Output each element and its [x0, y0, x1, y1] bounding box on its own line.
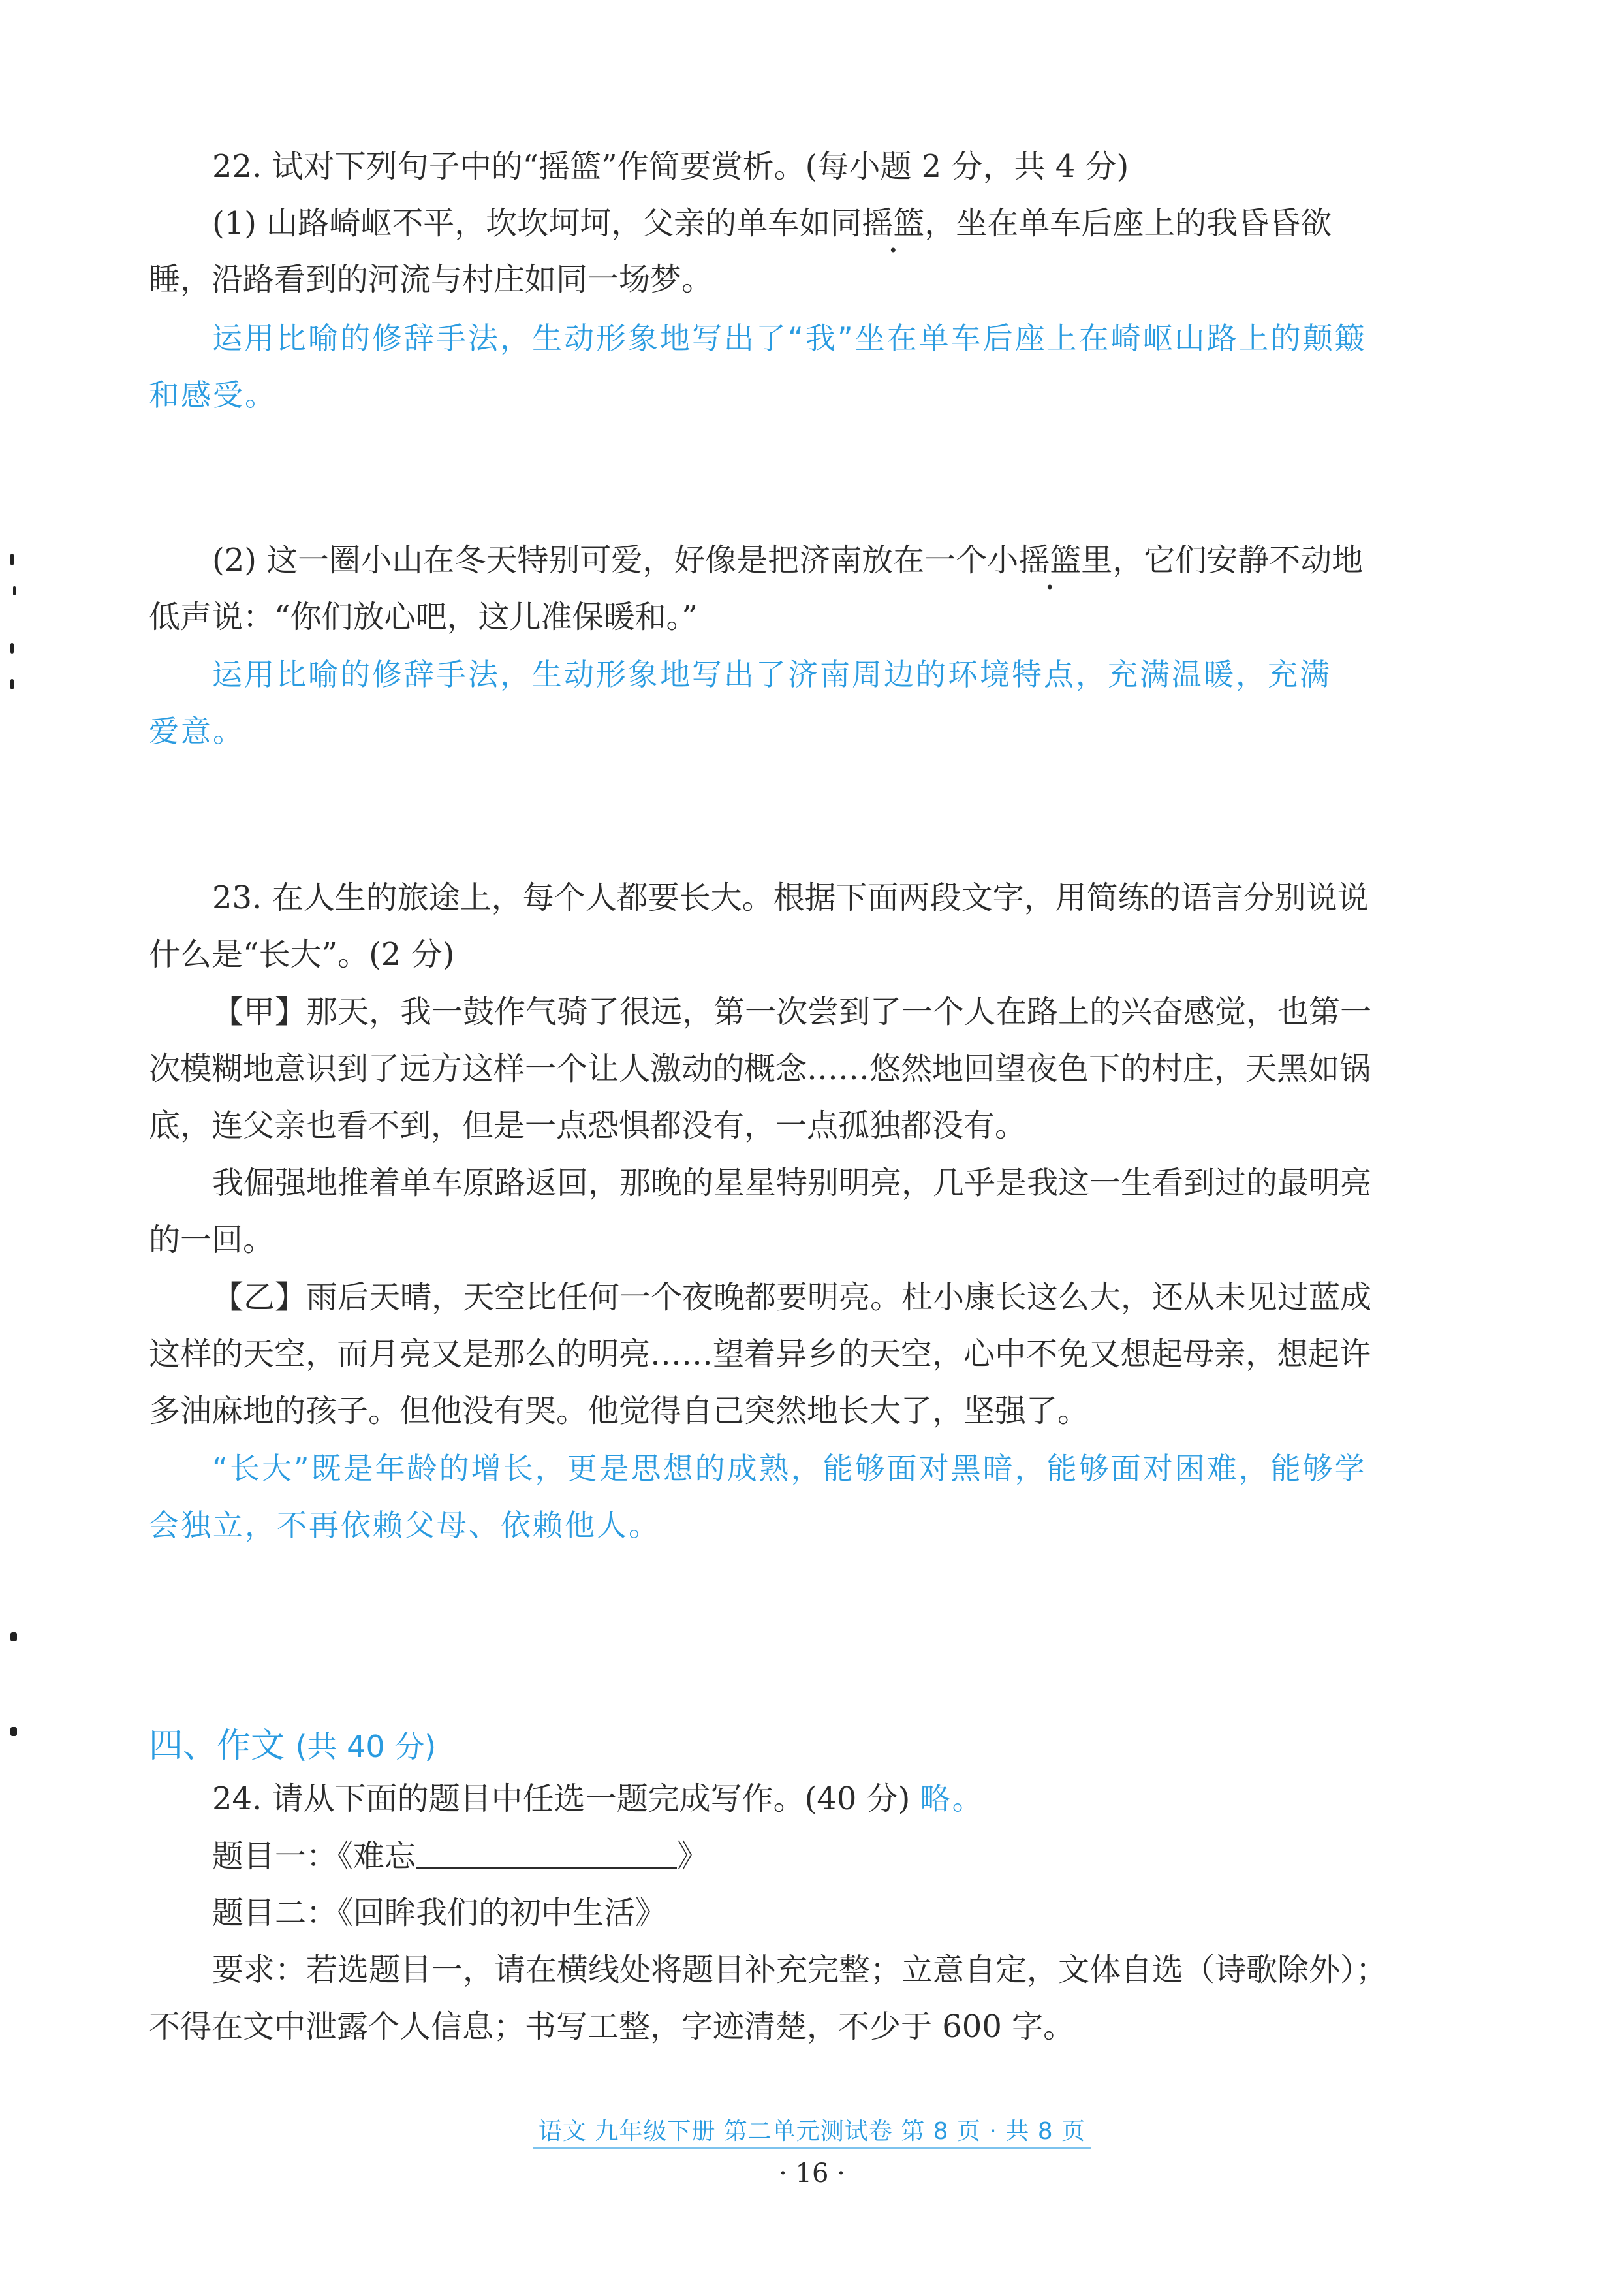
q22-answer1-line1: 运用比喻的修辞手法，生动形象地写出了“我”坐在单车后座上在崎岖山路上的颠簸 [212, 321, 1367, 356]
q22-stem: 22. 试对下列句子中的“摇篮”作简要赏析。(每小题 2 分，共 4 分) [212, 148, 1129, 185]
q23-answer-line1: “长大”既是年龄的增长，更是思想的成熟，能够面对黑暗，能够面对困难，能够学 [212, 1451, 1367, 1486]
q23-yi-line3: 多油麻地的孩子。但他没有哭。他觉得自己突然地长大了，坚强了。 [149, 1393, 1089, 1429]
q22-answer1-line2: 和感受。 [149, 377, 277, 413]
q24-requirement-line2: 不得在文中泄露个人信息；书写工整，字迹清楚，不少于 600 字。 [149, 2008, 1075, 2045]
q22-sentence2-line1: (2) 这一圈小山在冬天特别可爱，好像是把济南放在一个小摇篮里，它们安静不动地 [212, 542, 1364, 578]
binding-mark [10, 1727, 17, 1736]
emphasis-word: 摇篮 [1018, 542, 1082, 578]
q23-jia-line5: 的一回。 [149, 1222, 275, 1258]
q23-jia-line3: 底，连父亲也看不到，但是一点恐惧都没有，一点孤独都没有。 [149, 1107, 1027, 1144]
q23-yi-line2: 这样的天空，而月亮又是那么的明亮……望着异乡的天空，心中不免又想起母亲，想起许 [149, 1336, 1371, 1372]
q23-stem-line2: 什么是“长大”。(2 分) [149, 936, 455, 973]
q23-stem-line1: 23. 在人生的旅途上，每个人都要长大。根据下面两段文字，用简练的语言分别说说 [212, 879, 1369, 916]
binding-mark [10, 554, 14, 565]
fill-in-blank [416, 1836, 677, 1869]
q22-sentence2-line2: 低声说：“你们放心吧，这儿准保暖和。” [149, 599, 698, 635]
binding-mark [10, 1632, 17, 1641]
q22-answer2-line2: 爱意。 [149, 714, 245, 749]
binding-mark [10, 679, 14, 689]
binding-mark [10, 643, 14, 654]
section-heading: 四、作文 (共 40 分) [149, 1726, 437, 1765]
q24-answer: 略。 [920, 1781, 984, 1816]
q22-answer2-line1: 运用比喻的修辞手法，生动形象地写出了济南周边的环境特点，充满温暖，充满 [212, 657, 1332, 692]
q24-stem: 24. 请从下面的题目中任选一题完成写作。(40 分) 略。 [212, 1780, 984, 1817]
q23-jia-line2: 次模糊地意识到了远方这样一个让人激动的概念……悠然地回望夜色下的村庄，天黑如锅 [149, 1051, 1371, 1087]
binding-mark [13, 586, 16, 595]
q23-yi-line1: 【乙】雨后天晴，天空比任何一个夜晚都要明亮。杜小康长这么大，还从未见过蓝成 [212, 1279, 1372, 1316]
q24-requirement-line1: 要求：若选题目一，请在横线处将题目补充完整；立意自定，文体自选（诗歌除外）； [212, 1952, 1388, 1988]
page-number: · 16 · [779, 2159, 845, 2189]
q22-sentence1-line2: 睡，沿路看到的河流与村庄如同一场梦。 [149, 261, 713, 298]
q23-jia-line1: 【甲】那天，我一鼓作气骑了很远，第一次尝到了一个人在路上的兴奋感觉，也第一 [212, 994, 1372, 1030]
emphasis-word: 摇篮 [862, 205, 925, 242]
q24-topic1: 题目一：《难忘 》 [212, 1836, 1475, 1876]
q22-sentence1-line1: (1) 山路崎岖不平，坎坎坷坷，父亲的单车如同摇篮，坐在单车后座上的我昏昏欲 [212, 205, 1332, 242]
q24-topic2: 题目二：《回眸我们的初中生活》 [212, 1895, 667, 1931]
q23-answer-line2: 会独立，不再依赖父母、依赖他人。 [149, 1508, 661, 1543]
running-footer: 语文 九年级下册 第二单元测试卷 第 8 页 · 共 8 页 [0, 2117, 1624, 2149]
q23-jia-line4: 我倔强地推着单车原路返回，那晚的星星特别明亮，几乎是我这一生看到过的最明亮 [212, 1165, 1372, 1201]
